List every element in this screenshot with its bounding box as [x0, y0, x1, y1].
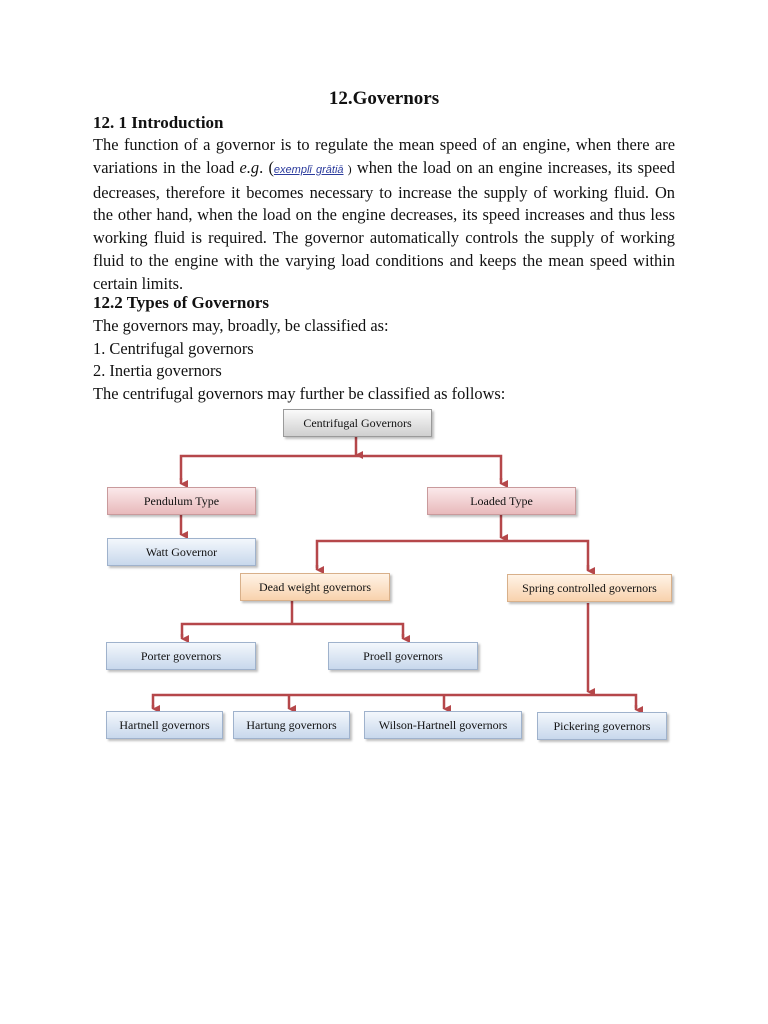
node-pickering-governors: Pickering governors — [537, 712, 667, 740]
section-heading-types: 12.2 Types of Governors — [93, 293, 269, 312]
paragraph-close-paren: ) — [343, 161, 352, 176]
node-dead-weight-governors: Dead weight governors — [240, 573, 390, 601]
classification-outro: The centrifugal governors may further be classified as follows: — [93, 384, 506, 403]
paragraph-text-rest: when the load on an engine increases, its speed decreases, therefore it becomes necessary to increase the supply of working fluid. On the other hand, when the load on the engine decreases, its speed increases and thus less working fluid is required. The governor automatically controls the supply of working fluid to the engine with the varying load conditions and keeps the mean speed within certain limits. — [93, 157, 675, 293]
list-item-inertia: 2. Inertia governors — [93, 361, 222, 380]
node-proell-governors: Proell governors — [328, 642, 478, 670]
node-spring-controlled-governors: Spring controlled governors — [507, 574, 672, 602]
connector-spring-branches — [153, 695, 636, 708]
paragraph-punct: . ( — [259, 157, 274, 177]
node-wilson-hartnell-governors: Wilson-Hartnell governors — [364, 711, 522, 739]
node-centrifugal-governors: Centrifugal Governors — [283, 409, 432, 437]
node-hartung-governors: Hartung governors — [233, 711, 350, 739]
section-heading-introduction: 12. 1 Introduction — [93, 113, 224, 132]
node-watt-governor: Watt Governor — [107, 538, 256, 566]
node-hartnell-governors: Hartnell governors — [106, 711, 223, 739]
node-pendulum-type: Pendulum Type — [107, 487, 256, 515]
paragraph-text-start: The function of a governor is to regulate the mean speed of an engine, when there are variations in the load — [93, 135, 675, 177]
connector-loaded-branches — [317, 541, 588, 570]
node-loaded-type: Loaded Type — [427, 487, 576, 515]
node-porter-governors: Porter governors — [106, 642, 256, 670]
connector-root-branches — [181, 456, 501, 480]
exempli-gratia-link[interactable]: exemplī grātiā — [273, 163, 344, 176]
eg-abbreviation: e.g — [239, 157, 260, 177]
connector-dead-weight-branches — [182, 624, 403, 637]
page-title: 12.Governors — [328, 88, 440, 109]
classification-intro: The governors may, broadly, be classified as: — [93, 316, 389, 335]
list-item-centrifugal: 1. Centrifugal governors — [93, 339, 254, 358]
